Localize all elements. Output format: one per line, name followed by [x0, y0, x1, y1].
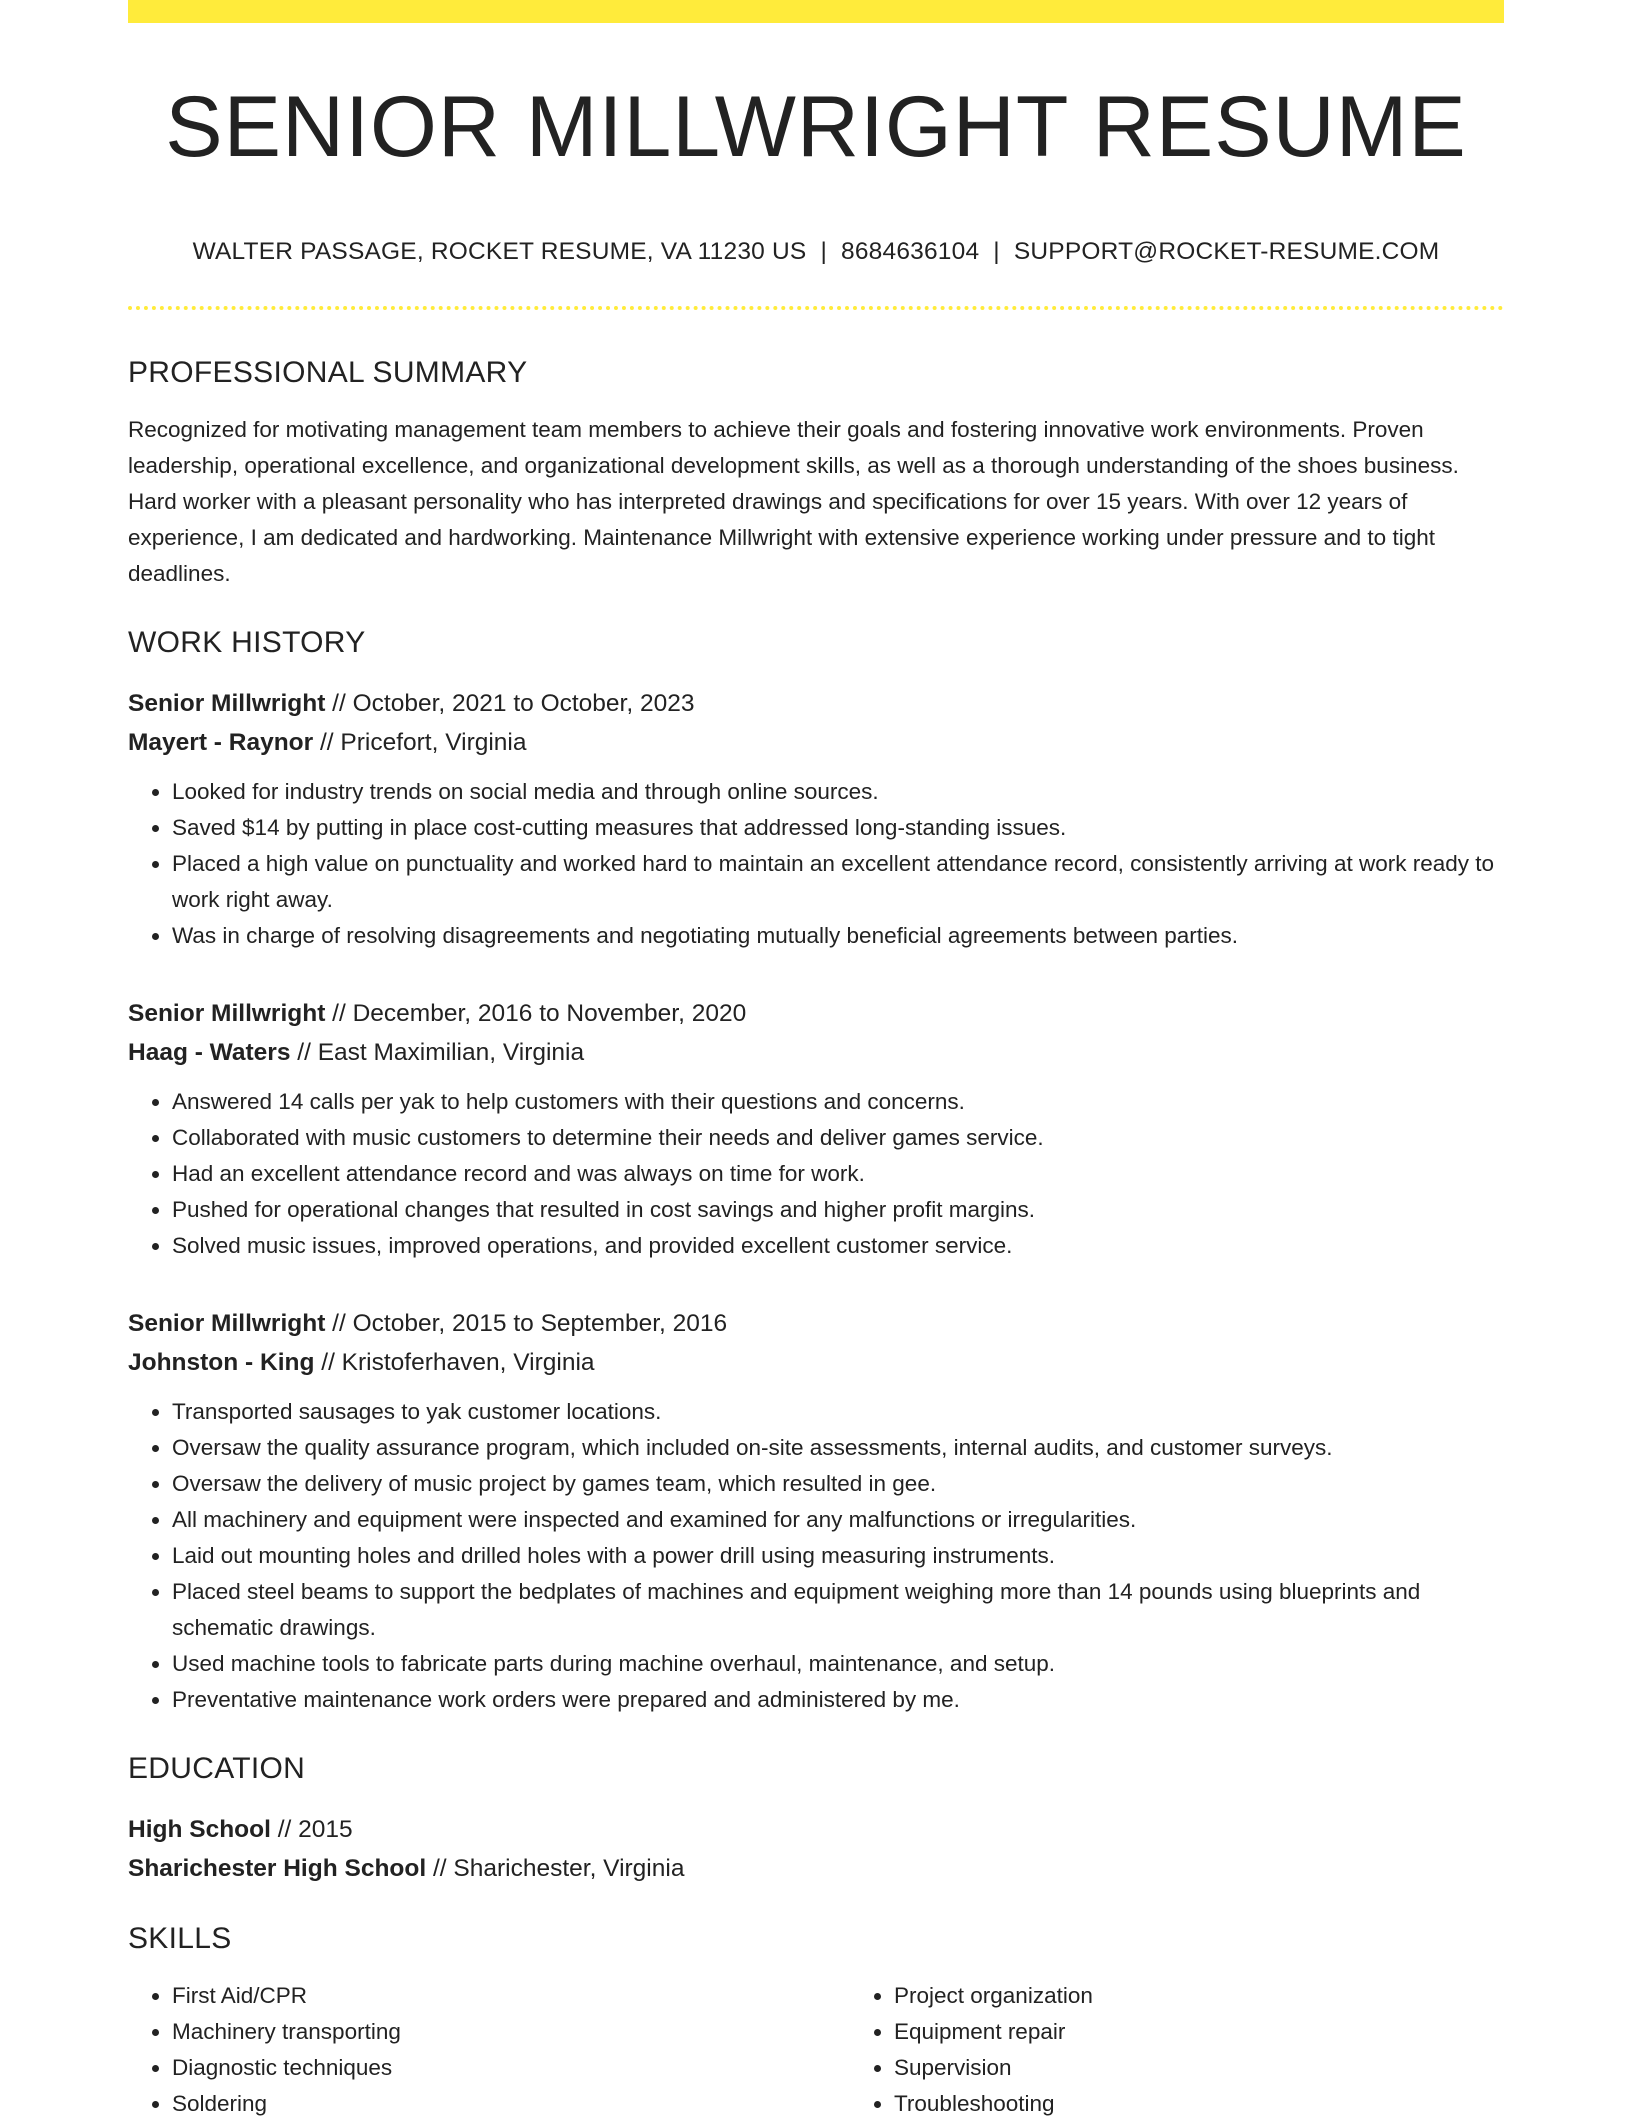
- job-entry: [128, 684, 1504, 954]
- skill-item: • Troubleshooting: [894, 2086, 1572, 2122]
- job-bullet: • Was in charge of resolving disagreements and negotiating mutually beneficial agreements between parties.: [172, 918, 1504, 954]
- job-bullet: • All machinery and equipment were inspected and examined for any malfunctions or irregularities.: [172, 1502, 1504, 1538]
- education-location: // Sharichester, Virginia: [426, 1855, 685, 1882]
- job-bullet: • Solved music issues, improved operations, and provided excellent customer service.: [172, 1228, 1504, 1264]
- job-company: Haag - Waters: [128, 1039, 291, 1066]
- skills-heading: SKILLS: [128, 1922, 232, 1955]
- job-bullet: • Looked for industry trends on social media and through online sources.: [172, 774, 1504, 810]
- job-title: Senior Millwright: [128, 690, 326, 717]
- accent-top-bar: [128, 0, 1504, 23]
- job-bullet: • Placed steel beams to support the bedplates of machines and equipment weighing more than 14 pounds using blueprints and schematic drawings.: [172, 1574, 1504, 1646]
- job-company-line: [128, 723, 1504, 762]
- skill-item: • Equipment repair: [894, 2014, 1572, 2050]
- job-title-line: [128, 994, 1504, 1033]
- education-school-line: [128, 1849, 1504, 1888]
- job-bullets: [128, 1084, 1504, 1264]
- education-section: [128, 1752, 1504, 1888]
- job-bullet: • Collaborated with music customers to determine their needs and deliver games service.: [172, 1120, 1504, 1156]
- job-bullet: • Saved $14 by putting in place cost-cutting measures that addressed long-standing issues.: [172, 810, 1504, 846]
- job-bullets: [128, 1394, 1504, 1718]
- skill-item: • Supervision: [894, 2050, 1572, 2086]
- skills-columns: [128, 1978, 1504, 2122]
- job-bullet: • Oversaw the quality assurance program, which included on-site assessments, internal audits, and customer surveys.: [172, 1430, 1504, 1466]
- job-bullets: [128, 774, 1504, 954]
- summary-text: Recognized for motivating management team members to achieve their goals and fostering innovative work environments. Proven leadership, operational excellence, and organizational development skills, as well as a thorough understanding of the shoes business. Hard worker with a pleasant personality who has interpreted drawings and specifications for over 15 years. With over 12 years of experience, I am dedicated and hardworking. Maintenance Millwright with extensive experience working under pressure and to tight deadlines.: [128, 417, 1459, 586]
- job-bullet: • Preventative maintenance work orders were prepared and administered by me.: [172, 1682, 1504, 1718]
- job-bullet: • Laid out mounting holes and drilled holes with a power drill using measuring instruments.: [172, 1538, 1504, 1574]
- job-entry: [128, 994, 1504, 1264]
- work-history-section: [128, 626, 1504, 1718]
- summary-section: [128, 356, 1504, 592]
- education-heading: EDUCATION: [128, 1752, 306, 1785]
- job-company: Johnston - King: [128, 1349, 315, 1376]
- job-bullet: • Transported sausages to yak customer locations.: [172, 1394, 1504, 1430]
- summary-heading: PROFESSIONAL SUMMARY: [128, 356, 528, 389]
- skills-list-left: [128, 1978, 850, 2122]
- skill-item: • Project organization: [894, 1978, 1572, 2014]
- job-bullet: • Placed a high value on punctuality and worked hard to maintain an excellent attendance record, consistently arriving at work ready to work right away.: [172, 846, 1504, 918]
- skill-item: • Soldering: [172, 2086, 850, 2122]
- job-location: // Pricefort, Virginia: [313, 729, 527, 756]
- resume-body: [128, 356, 1504, 2122]
- education-school: Sharichester High School: [128, 1855, 427, 1882]
- skill-item: • Diagnostic techniques: [172, 2050, 850, 2086]
- job-dates: // October, 2015 to September, 2016: [325, 1310, 728, 1337]
- education-entry: [128, 1810, 1504, 1888]
- job-company-line: [128, 1033, 1504, 1072]
- resume-title: SENIOR MILLWRIGHT RESUME: [165, 79, 1467, 175]
- job-location: // Kristoferhaven, Virginia: [314, 1349, 595, 1376]
- job-title-line: [128, 1304, 1504, 1343]
- job-dates: // October, 2021 to October, 2023: [325, 690, 695, 717]
- skill-item: • Machinery transporting: [172, 2014, 850, 2050]
- job-title-line: [128, 684, 1504, 723]
- skill-item: • First Aid/CPR: [172, 1978, 850, 2014]
- contact-separator: |: [820, 238, 828, 265]
- dotted-divider: [128, 306, 1504, 310]
- education-degree-line: [128, 1810, 1504, 1849]
- contact-line: [128, 238, 1504, 266]
- education-year: // 2015: [270, 1816, 353, 1843]
- contact-address: WALTER PASSAGE, ROCKET RESUME, VA 11230 US: [192, 238, 807, 265]
- job-company-line: [128, 1343, 1504, 1382]
- job-location: // East Maximilian, Virginia: [290, 1039, 585, 1066]
- contact-phone: 8684636104: [841, 238, 980, 265]
- education-degree: High School: [128, 1816, 271, 1843]
- contact-email: SUPPORT@ROCKET-RESUME.COM: [1013, 238, 1440, 265]
- skills-list-right: [850, 1978, 1572, 2122]
- job-title: Senior Millwright: [128, 1310, 326, 1337]
- job-bullet: • Answered 14 calls per yak to help customers with their questions and concerns.: [172, 1084, 1504, 1120]
- job-entry: [128, 1304, 1504, 1718]
- job-company: Mayert - Raynor: [128, 729, 314, 756]
- job-bullet: • Pushed for operational changes that resulted in cost savings and higher profit margins.: [172, 1192, 1504, 1228]
- work-history-heading: WORK HISTORY: [128, 626, 366, 659]
- contact-separator: |: [993, 238, 1000, 265]
- job-bullet: • Oversaw the delivery of music project by games team, which resulted in gee.: [172, 1466, 1504, 1502]
- job-bullet: • Used machine tools to fabricate parts during machine overhaul, maintenance, and setup.: [172, 1646, 1504, 1682]
- skills-section: [128, 1922, 1504, 2122]
- job-title: Senior Millwright: [128, 1000, 326, 1027]
- job-bullet: • Had an excellent attendance record and was always on time for work.: [172, 1156, 1504, 1192]
- job-dates: // December, 2016 to November, 2020: [325, 1000, 747, 1027]
